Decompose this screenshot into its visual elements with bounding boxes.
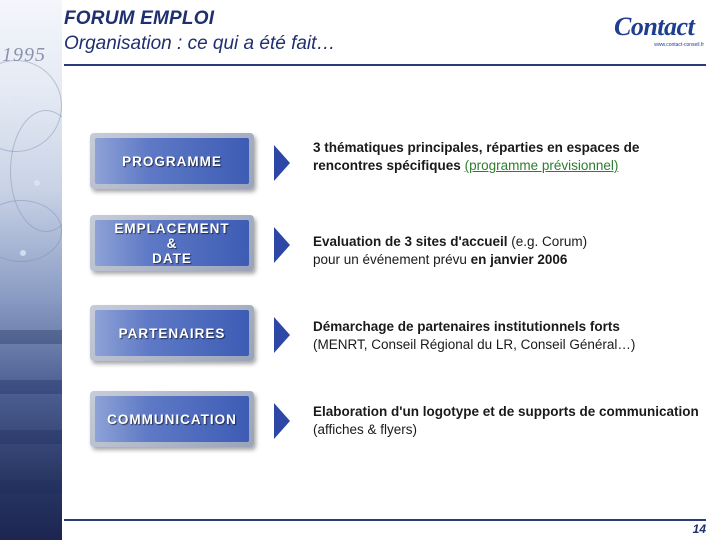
row-communication [84,391,704,451]
logo-wordmark: Contact [614,12,695,41]
row-description [313,233,708,269]
row-label: PARTENAIRES [118,325,226,341]
row-label: PROGRAMME [122,153,222,169]
decorative-band [0,380,62,394]
description-bold: Elaboration d'un logotype et de supports de communication [313,404,699,419]
arrow-right-icon [274,227,290,263]
decorative-band [0,330,62,344]
decorative-dot [34,180,40,186]
page-subtitle: Organisation : ce qui a été fait… [64,33,336,54]
row-label: EMPLACEMENT & DATE [114,220,230,266]
header-divider [64,64,706,66]
description-bold: 3 thématiques principales, réparties en espaces de rencontres spécifiques [313,140,640,173]
decorative-band [0,480,62,494]
row-partenaires [84,305,704,365]
row-description [313,139,708,175]
decorative-year: 1995 [2,44,46,66]
row-programme [84,133,704,193]
arrow-right-icon [274,317,290,353]
label-box [90,391,254,447]
row-emplacement-date [84,215,704,275]
label-box [90,305,254,361]
decorative-dot [20,250,26,256]
row-description [313,403,708,439]
description-normal: (MENRT, Conseil Régional du LR, Conseil Général…) [313,337,636,352]
arrow-right-icon [274,403,290,439]
description-bold: Evaluation de 3 sites d'accueil [313,234,508,249]
label-box [90,133,254,189]
label-box [90,215,254,271]
decorative-band [0,430,62,444]
decorative-dot [12,96,18,102]
description-bold: en janvier 2006 [470,252,568,267]
description-normal: pour un événement prévu [313,252,471,267]
page-title: FORUM EMPLOI [64,8,215,29]
logo-tagline: www.contact-conseil.fr [654,42,704,48]
row-description [313,318,708,354]
arrow-right-icon [274,145,290,181]
description-normal: (e.g. Corum) [507,234,588,249]
description-normal: (affiches & flyers) [313,422,418,437]
decorative-side-strip [0,0,62,540]
programme-link[interactable]: (programme prévisionnel) [464,158,619,173]
page-number: 14 [692,522,706,536]
row-label: COMMUNICATION [107,411,237,427]
contact-logo [614,14,706,54]
footer-divider [64,519,706,521]
description-bold: Démarchage de partenaires institutionnels forts [313,319,620,334]
